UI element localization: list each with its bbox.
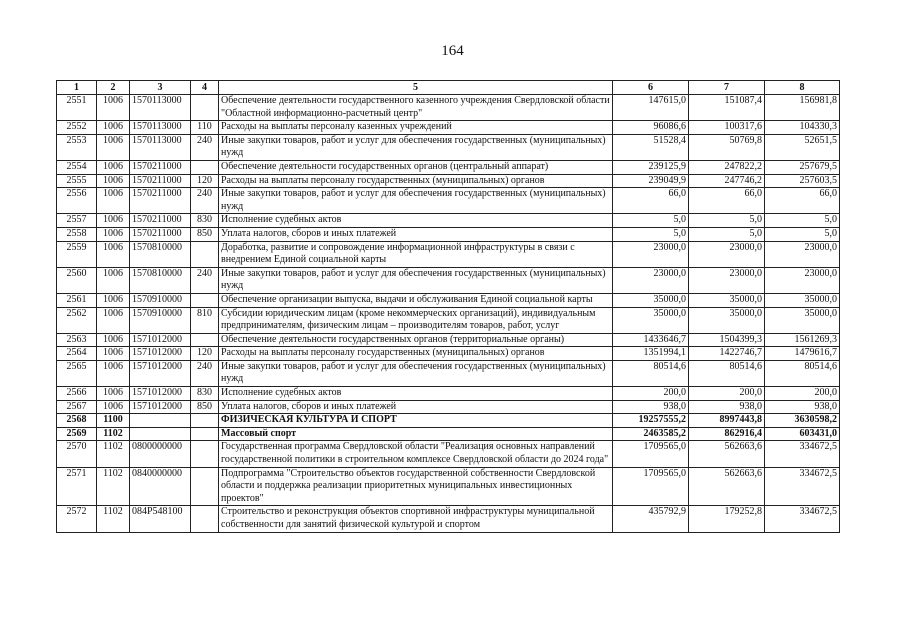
expense-type-cell: 240 [191, 360, 219, 386]
target-article-cell [130, 427, 191, 441]
amount-year1-cell: 239049,9 [613, 174, 689, 188]
amount-year2-cell: 50769,8 [689, 134, 765, 160]
amount-year1-cell: 80514,6 [613, 360, 689, 386]
amount-year3-cell: 5,0 [765, 214, 840, 228]
target-article-cell: 1570113000 [130, 134, 191, 160]
description-cell: Массовый спорт [219, 427, 613, 441]
column-header: 4 [191, 81, 219, 95]
section-code-cell: 1006 [97, 241, 130, 267]
amount-year2-cell: 5,0 [689, 227, 765, 241]
target-article-cell: 1570113000 [130, 121, 191, 135]
column-header: 1 [57, 81, 97, 95]
section-code-cell: 1102 [97, 441, 130, 467]
amount-year1-cell: 5,0 [613, 227, 689, 241]
expense-type-cell [191, 241, 219, 267]
amount-year2-cell: 5,0 [689, 214, 765, 228]
amount-year1-cell: 96086,6 [613, 121, 689, 135]
row-number-cell: 2557 [57, 214, 97, 228]
row-number-cell: 2556 [57, 188, 97, 214]
description-cell: Исполнение судебных актов [219, 214, 613, 228]
section-code-cell: 1006 [97, 333, 130, 347]
amount-year2-cell: 1422746,7 [689, 347, 765, 361]
expense-type-cell [191, 441, 219, 467]
row-number-cell: 2555 [57, 174, 97, 188]
section-code-cell: 1006 [97, 307, 130, 333]
table-row [57, 241, 840, 267]
table-row [57, 387, 840, 401]
amount-year2-cell: 562663,6 [689, 467, 765, 506]
expense-type-cell: 240 [191, 134, 219, 160]
amount-year3-cell: 257679,5 [765, 160, 840, 174]
row-number-cell: 2567 [57, 400, 97, 414]
amount-year1-cell: 1709565,0 [613, 441, 689, 467]
section-code-cell: 1006 [97, 174, 130, 188]
expense-type-cell: 830 [191, 214, 219, 228]
column-header: 5 [219, 81, 613, 95]
target-article-cell: 0840000000 [130, 467, 191, 506]
table-row [57, 467, 840, 506]
amount-year1-cell: 51528,4 [613, 134, 689, 160]
description-cell: Уплата налогов, сборов и иных платежей [219, 400, 613, 414]
target-article-cell: 1570113000 [130, 95, 191, 121]
description-cell: Субсидии юридическим лицам (кроме некоммерческих организаций), индивидуальным предпринимателям, физическим лицам – производителям товаров, работ, услуг [219, 307, 613, 333]
target-article-cell: 1571012000 [130, 400, 191, 414]
section-code-cell: 1006 [97, 160, 130, 174]
page-number: 164 [441, 43, 464, 59]
description-cell: Обеспечение деятельности государственных органов (центральный аппарат) [219, 160, 613, 174]
expense-type-cell: 240 [191, 188, 219, 214]
description-cell: Обеспечение деятельности государственного казенного учреждения Свердловской области "Областной информационно-расчетный центр" [219, 95, 613, 121]
row-number-cell: 2562 [57, 307, 97, 333]
description-cell: Обеспечение деятельности государственных органов (территориальные органы) [219, 333, 613, 347]
description-cell: Исполнение судебных актов [219, 387, 613, 401]
table-row [57, 427, 840, 441]
amount-year2-cell: 862916,4 [689, 427, 765, 441]
expense-type-cell: 240 [191, 267, 219, 293]
section-code-cell: 1102 [97, 467, 130, 506]
amount-year1-cell: 5,0 [613, 214, 689, 228]
amount-year3-cell: 23000,0 [765, 241, 840, 267]
section-code-cell: 1006 [97, 188, 130, 214]
target-article-cell: 1571012000 [130, 360, 191, 386]
section-code-cell: 1006 [97, 95, 130, 121]
amount-year1-cell: 35000,0 [613, 293, 689, 307]
table-row [57, 227, 840, 241]
row-number-cell: 2566 [57, 387, 97, 401]
column-header: 3 [130, 81, 191, 95]
description-cell: Обеспечение организации выпуска, выдачи и обслуживания Единой социальной карты [219, 293, 613, 307]
section-code-cell: 1100 [97, 414, 130, 428]
row-number-cell: 2569 [57, 427, 97, 441]
table-row [57, 506, 840, 532]
amount-year3-cell: 80514,6 [765, 360, 840, 386]
amount-year1-cell: 200,0 [613, 387, 689, 401]
amount-year1-cell: 23000,0 [613, 241, 689, 267]
row-number-cell: 2560 [57, 267, 97, 293]
amount-year3-cell: 1479616,7 [765, 347, 840, 361]
description-cell: Подпрограмма "Строительство объектов государственной собственности Свердловской области и поддержка реализации приоритетных муниципальных инвестиционных проектов" [219, 467, 613, 506]
target-article-cell: 1570810000 [130, 241, 191, 267]
amount-year3-cell: 5,0 [765, 227, 840, 241]
description-cell: Иные закупки товаров, работ и услуг для обеспечения государственных (муниципальных) нужд [219, 360, 613, 386]
target-article-cell: 1570211000 [130, 160, 191, 174]
column-header: 2 [97, 81, 130, 95]
table-body [57, 95, 840, 533]
amount-year2-cell: 179252,8 [689, 506, 765, 532]
table-header-row [57, 81, 840, 95]
table-row [57, 347, 840, 361]
target-article-cell [130, 414, 191, 428]
column-header: 7 [689, 81, 765, 95]
table-row [57, 267, 840, 293]
target-article-cell: 1570910000 [130, 293, 191, 307]
amount-year3-cell: 66,0 [765, 188, 840, 214]
expense-type-cell [191, 293, 219, 307]
amount-year2-cell: 100317,6 [689, 121, 765, 135]
description-cell: Строительство и реконструкция объектов спортивной инфраструктуры муниципальной собственности для занятий физической культурой и спортом [219, 506, 613, 532]
target-article-cell: 1570211000 [130, 227, 191, 241]
table-row [57, 293, 840, 307]
table-row [57, 360, 840, 386]
expense-type-cell: 810 [191, 307, 219, 333]
target-article-cell: 1570211000 [130, 214, 191, 228]
amount-year3-cell: 104330,3 [765, 121, 840, 135]
description-cell: Иные закупки товаров, работ и услуг для обеспечения государственных (муниципальных) нужд [219, 134, 613, 160]
row-number-cell: 2568 [57, 414, 97, 428]
amount-year2-cell: 35000,0 [689, 293, 765, 307]
amount-year3-cell: 156981,8 [765, 95, 840, 121]
amount-year2-cell: 247822,2 [689, 160, 765, 174]
row-number-cell: 2572 [57, 506, 97, 532]
section-code-cell: 1006 [97, 134, 130, 160]
expense-type-cell [191, 427, 219, 441]
expense-type-cell: 110 [191, 121, 219, 135]
table-row [57, 160, 840, 174]
description-cell: Расходы на выплаты персоналу государственных (муниципальных) органов [219, 174, 613, 188]
amount-year3-cell: 334672,5 [765, 467, 840, 506]
expense-type-cell [191, 160, 219, 174]
expense-type-cell: 120 [191, 174, 219, 188]
description-cell: Расходы на выплаты персоналу казенных учреждений [219, 121, 613, 135]
expense-type-cell [191, 95, 219, 121]
amount-year3-cell: 3630598,2 [765, 414, 840, 428]
amount-year1-cell: 938,0 [613, 400, 689, 414]
amount-year2-cell: 247746,2 [689, 174, 765, 188]
target-article-cell: 1570910000 [130, 307, 191, 333]
description-cell: Доработка, развитие и сопровождение информационной инфраструктуры в связи с внедрением Единой социальной карты [219, 241, 613, 267]
section-code-cell: 1006 [97, 360, 130, 386]
table-row [57, 333, 840, 347]
row-number-cell: 2571 [57, 467, 97, 506]
amount-year2-cell: 66,0 [689, 188, 765, 214]
column-header: 6 [613, 81, 689, 95]
amount-year2-cell: 151087,4 [689, 95, 765, 121]
amount-year3-cell: 35000,0 [765, 293, 840, 307]
amount-year2-cell: 80514,6 [689, 360, 765, 386]
section-code-cell: 1006 [97, 387, 130, 401]
section-code-cell: 1006 [97, 214, 130, 228]
amount-year3-cell: 257603,5 [765, 174, 840, 188]
expense-type-cell [191, 333, 219, 347]
expense-type-cell [191, 467, 219, 506]
table-row [57, 441, 840, 467]
description-cell: Уплата налогов, сборов и иных платежей [219, 227, 613, 241]
row-number-cell: 2570 [57, 441, 97, 467]
target-article-cell: 084P548100 [130, 506, 191, 532]
amount-year3-cell: 23000,0 [765, 267, 840, 293]
description-cell: Иные закупки товаров, работ и услуг для обеспечения государственных (муниципальных) нужд [219, 267, 613, 293]
amount-year3-cell: 938,0 [765, 400, 840, 414]
target-article-cell: 1571012000 [130, 387, 191, 401]
row-number-cell: 2563 [57, 333, 97, 347]
table-row [57, 174, 840, 188]
description-cell: Иные закупки товаров, работ и услуг для обеспечения государственных (муниципальных) нужд [219, 188, 613, 214]
expense-type-cell: 850 [191, 227, 219, 241]
section-code-cell: 1006 [97, 400, 130, 414]
target-article-cell: 1570211000 [130, 188, 191, 214]
row-number-cell: 2565 [57, 360, 97, 386]
description-cell: Расходы на выплаты персоналу государственных (муниципальных) органов [219, 347, 613, 361]
row-number-cell: 2551 [57, 95, 97, 121]
section-code-cell: 1006 [97, 347, 130, 361]
table-row [57, 121, 840, 135]
expense-type-cell: 850 [191, 400, 219, 414]
amount-year1-cell: 23000,0 [613, 267, 689, 293]
budget-table [56, 80, 840, 533]
table-row [57, 214, 840, 228]
amount-year2-cell: 23000,0 [689, 267, 765, 293]
section-code-cell: 1006 [97, 267, 130, 293]
table-row [57, 400, 840, 414]
amount-year3-cell: 334672,5 [765, 506, 840, 532]
row-number-cell: 2553 [57, 134, 97, 160]
amount-year1-cell: 1433646,7 [613, 333, 689, 347]
amount-year2-cell: 8997443,8 [689, 414, 765, 428]
row-number-cell: 2561 [57, 293, 97, 307]
amount-year1-cell: 35000,0 [613, 307, 689, 333]
row-number-cell: 2564 [57, 347, 97, 361]
section-code-cell: 1006 [97, 121, 130, 135]
section-code-cell: 1006 [97, 293, 130, 307]
expense-type-cell [191, 506, 219, 532]
table-row [57, 307, 840, 333]
amount-year3-cell: 52651,5 [765, 134, 840, 160]
row-number-cell: 2554 [57, 160, 97, 174]
amount-year2-cell: 562663,6 [689, 441, 765, 467]
table-row [57, 134, 840, 160]
target-article-cell: 1570211000 [130, 174, 191, 188]
row-number-cell: 2559 [57, 241, 97, 267]
amount-year3-cell: 334672,5 [765, 441, 840, 467]
amount-year3-cell: 200,0 [765, 387, 840, 401]
expense-type-cell [191, 414, 219, 428]
amount-year1-cell: 2463585,2 [613, 427, 689, 441]
section-code-cell: 1102 [97, 427, 130, 441]
table-row [57, 95, 840, 121]
description-cell: ФИЗИЧЕСКАЯ КУЛЬТУРА И СПОРТ [219, 414, 613, 428]
description-cell: Государственная программа Свердловской области "Реализация основных направлений государственной политики в строительном комплексе Свердловской области до 2024 года" [219, 441, 613, 467]
amount-year2-cell: 1504399,3 [689, 333, 765, 347]
amount-year1-cell: 19257555,2 [613, 414, 689, 428]
section-code-cell: 1102 [97, 506, 130, 532]
amount-year1-cell: 1351994,1 [613, 347, 689, 361]
target-article-cell: 1571012000 [130, 347, 191, 361]
target-article-cell: 1570810000 [130, 267, 191, 293]
amount-year3-cell: 35000,0 [765, 307, 840, 333]
expense-type-cell: 830 [191, 387, 219, 401]
table-row [57, 188, 840, 214]
amount-year1-cell: 435792,9 [613, 506, 689, 532]
target-article-cell: 1571012000 [130, 333, 191, 347]
row-number-cell: 2552 [57, 121, 97, 135]
amount-year2-cell: 23000,0 [689, 241, 765, 267]
amount-year2-cell: 35000,0 [689, 307, 765, 333]
amount-year2-cell: 938,0 [689, 400, 765, 414]
amount-year3-cell: 1561269,3 [765, 333, 840, 347]
amount-year1-cell: 239125,9 [613, 160, 689, 174]
row-number-cell: 2558 [57, 227, 97, 241]
amount-year1-cell: 66,0 [613, 188, 689, 214]
section-code-cell: 1006 [97, 227, 130, 241]
expense-type-cell: 120 [191, 347, 219, 361]
table-row [57, 414, 840, 428]
amount-year2-cell: 200,0 [689, 387, 765, 401]
column-header: 8 [765, 81, 840, 95]
amount-year1-cell: 147615,0 [613, 95, 689, 121]
amount-year1-cell: 1709565,0 [613, 467, 689, 506]
target-article-cell: 0800000000 [130, 441, 191, 467]
amount-year3-cell: 603431,0 [765, 427, 840, 441]
